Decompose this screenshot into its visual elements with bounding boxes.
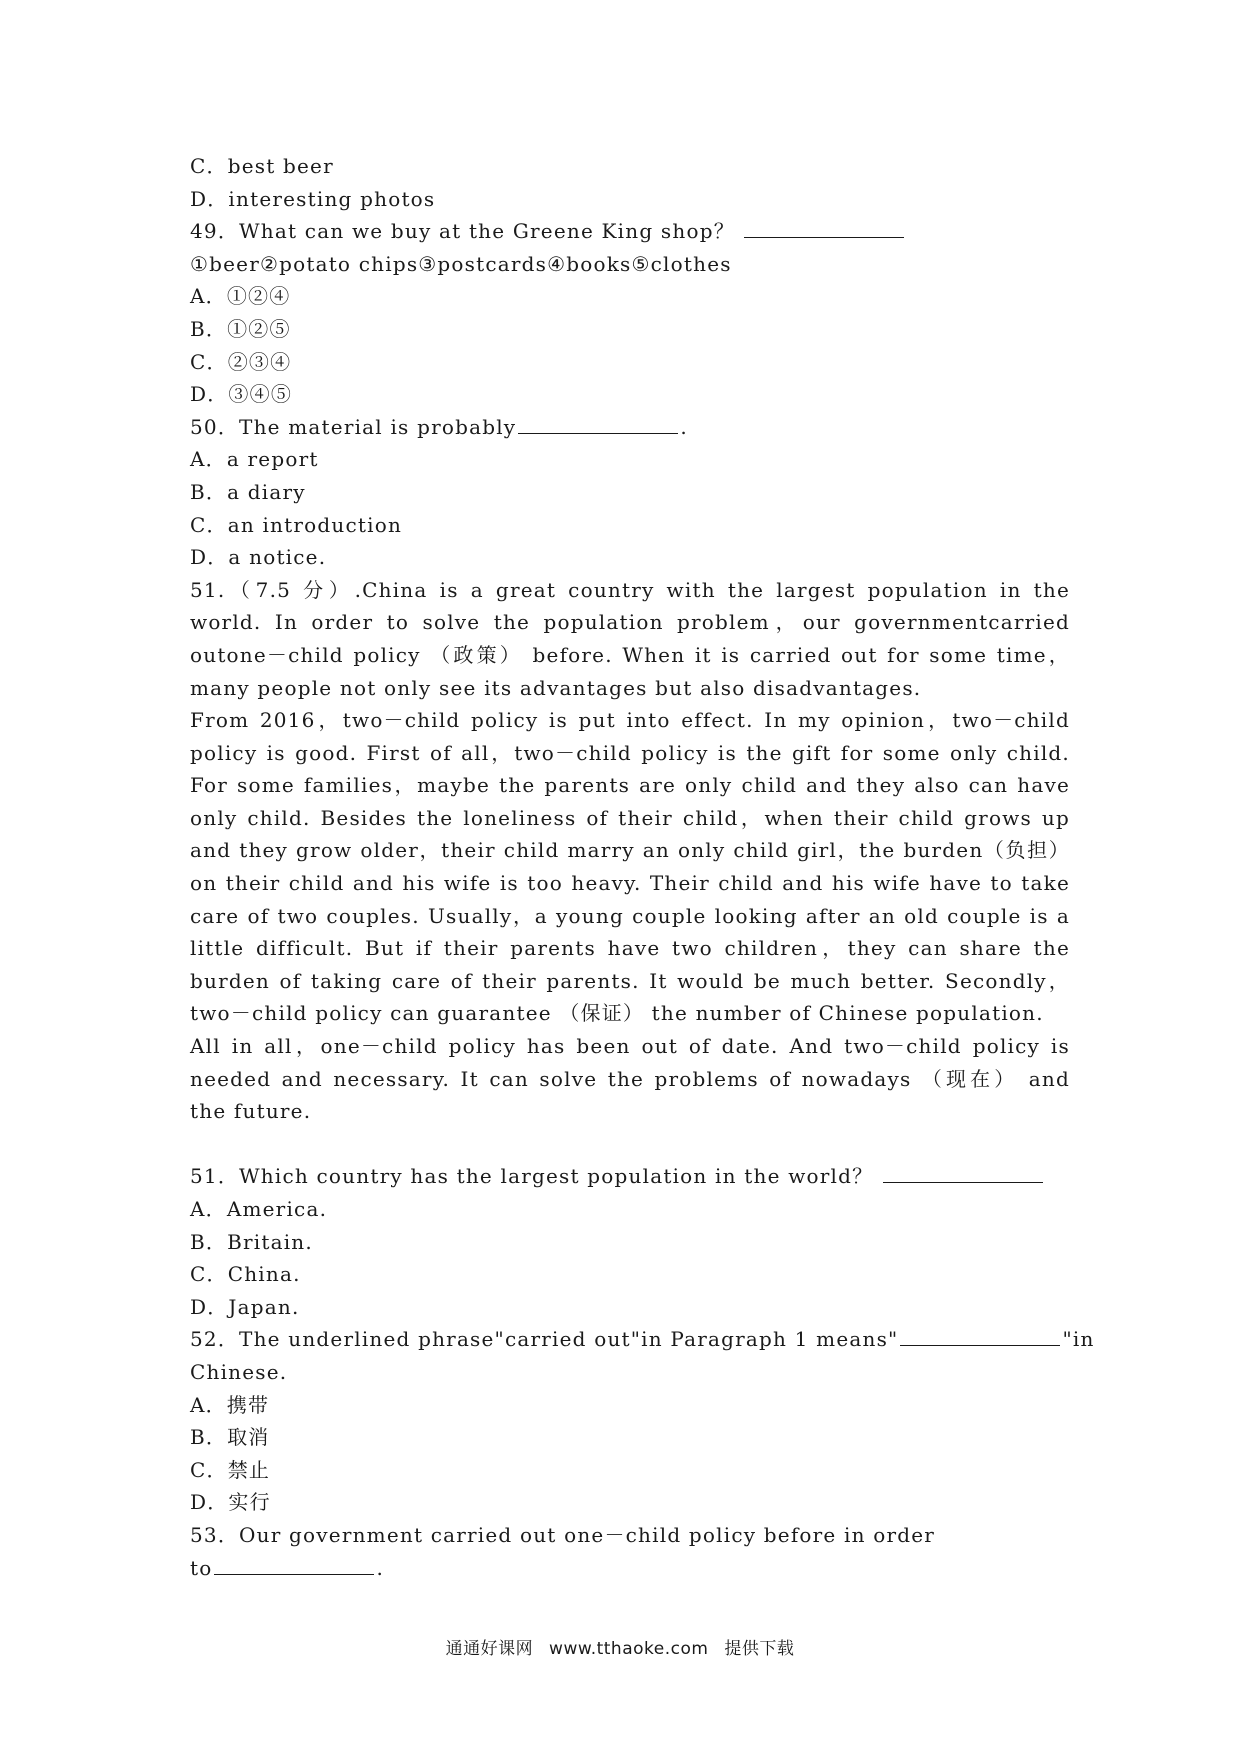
answer-blank [518,413,678,434]
q51-option-b: B．Britain. [190,1229,313,1254]
q49-option-b: B．①②⑤ [190,316,291,341]
q51-option-a: A．America. [190,1197,328,1221]
q52-option-b: B．取消 [190,1425,270,1450]
q51-option-d: D．Japan. [190,1294,300,1319]
q51-option-c: C．China. [190,1262,301,1287]
q49-option-a: A．①②④ [190,284,291,309]
answer-blank [214,1554,374,1575]
q49-question: 49．What can we buy at the Greene King shop？ [190,215,1070,248]
q51-question: 51．Which country has the largest population in the world？ [190,1160,1070,1193]
q49-items: ①beer②potato chips③postcards④books⑤clothes [190,251,732,276]
q50-option-d: D．a notice. [190,545,327,570]
q49-option-c: C．②③④ [190,349,292,374]
q49-option-d: D．③④⑤ [190,382,293,407]
q52-option-d: D．实行 [190,1490,271,1515]
passage-paragraph-1: 51.（7.5 分）.China is a great country with the largest population in the world. In order to solve the population problem，our governmentcarried outone－child policy （政策） before. When it is carried out for some time，many people not only see its advantages but also disadvantages. [190,577,1070,700]
passage-paragraph-3: All in all，one－child policy has been out of date. And two－child policy is needed and necessary. It can solve the problems of nowadays （现在） and the future. [190,1034,1070,1124]
answer-blank [900,1325,1060,1346]
q48-option-c: C．best beer [190,154,334,178]
answer-blank [883,1162,1043,1183]
q52-question: 52．The underlined phrase"carried out"in Paragraph 1 means" "in [190,1327,1095,1352]
q53-question: 53．Our government carried out one－child policy before in order [190,1522,936,1547]
q53-question-cont: to . [190,1555,385,1580]
q52-option-a: A．携带 [190,1392,270,1417]
q52-question-cont: Chinese. [190,1359,288,1384]
q48-option-d: D．interesting photos [190,186,436,211]
spacer [190,1128,1070,1161]
exam-content [190,150,1095,1584]
q50-question: 50．The material is probably . [190,414,688,439]
footer-site-name: 通通好课网 [445,1639,534,1659]
passage-paragraph-2: From 2016，two－child policy is put into effect. In my opinion，two－child policy is good. First of all，two－child policy is the gift for some only child. For some families，maybe the parents are only child and they also can have only child. Besides the loneliness of their child，when their child grows up and they grow older，their child marry an only child girl，the burden（负担）on their child and his wife is too heavy. Their child and his wife have to take care of two couples. Usually，a young couple looking after an old couple is a little difficult. But if their parents have two children，they can share the burden of taking care of their parents. It would be much better. Secondly，two－child policy can guarantee （保证） the number of Chinese population. [190,708,1070,1026]
page-footer [0,1634,1240,1659]
q52-option-c: C．禁止 [190,1457,271,1482]
footer-url: www.tthaoke.com [549,1639,709,1659]
answer-blank [744,217,904,238]
q50-option-b: B．a diary [190,479,306,504]
q50-option-a: A．a report [190,447,319,472]
q50-option-c: C．an introduction [190,512,403,537]
footer-download: 提供下载 [724,1639,795,1659]
